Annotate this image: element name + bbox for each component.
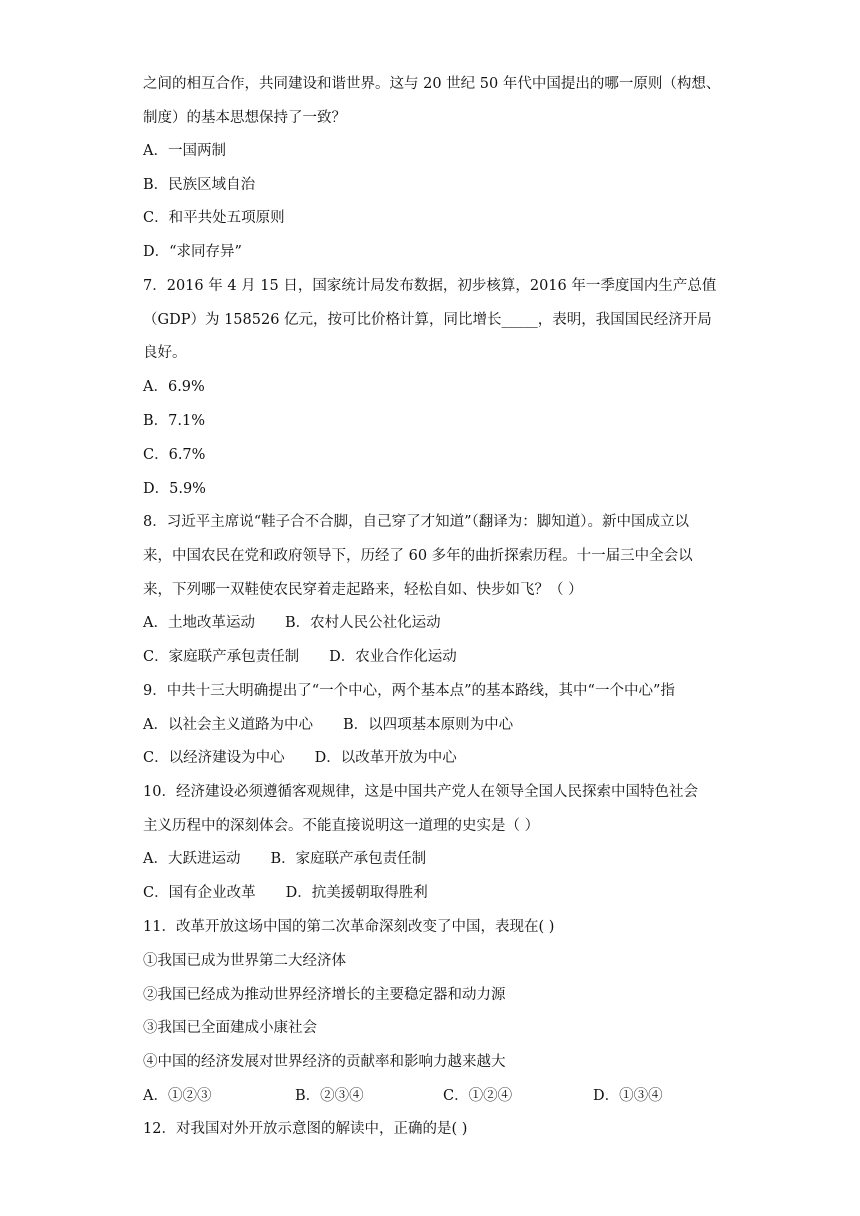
question-9-option-d: D．以改革开放为中心 (314, 750, 457, 766)
question-8-text-line-2: 来，中国农民在党和政府领导下，历经了 60 多年的曲折探索历程。十一届三中全会以 (143, 548, 693, 564)
question-9-text: 9．中共十三大明确提出了“一个中心，两个基本点”的基本路线，其中“一个中心”指 (143, 683, 675, 699)
question-7-text-line-2: （GDP）为 158526 亿元，按可比价格计算，同比增长_____，表明，我国国民经济开局 (143, 312, 712, 328)
question-6-option-c: C．和平共处五项原则 (143, 210, 285, 226)
question-8-text-line-3: 来，下列哪一双鞋使农民穿着走起路来，轻松自如、快步如飞？（ ） (143, 582, 583, 598)
question-6-option-b: B．民族区域自治 (143, 177, 256, 193)
question-10-text-line-1: 10．经济建设必须遵循客观规律，这是中国共产党人在领导全国人民探索中国特色社会 (143, 784, 698, 800)
question-11-item-2: ②我国已经成为推动世界经济增长的主要稳定器和动力源 (143, 987, 506, 1003)
question-7-option-c: C．6.7% (143, 447, 206, 463)
question-11-item-4: ④中国的经济发展对世界经济的贡献率和影响力越来越大 (143, 1054, 506, 1070)
question-8-option-a: A．土地改革运动 (143, 615, 255, 631)
question-8-options-row-1 (143, 613, 441, 633)
question-6-text-line-2: 制度）的基本思想保持了一致？ (143, 110, 346, 126)
question-10-option-c: C．国有企业改革 (143, 885, 256, 901)
question-11-options-row (143, 1086, 703, 1106)
question-10-option-a: A．大跃进运动 (143, 851, 241, 867)
question-12-text: 12．对我国对外开放示意图的解读中，正确的是( ) (143, 1121, 468, 1137)
question-9-options-row-1 (143, 715, 513, 735)
question-6-option-d: D．“求同存异” (143, 244, 242, 260)
question-6-option-a: A．一国两制 (143, 143, 226, 159)
question-8-option-d: D．农业合作化运动 (329, 649, 457, 665)
question-10-options-row-1 (143, 849, 426, 869)
question-11-option-b: B．②③④ (295, 1088, 364, 1104)
question-10-options-row-2 (143, 883, 428, 903)
question-7-text-line-3: 良好。 (143, 345, 187, 361)
question-11-option-c: C．①②④ (443, 1088, 513, 1104)
question-9-options-row-2 (143, 748, 457, 768)
question-8-option-c: C．家庭联产承包责任制 (143, 649, 300, 665)
question-10-text-line-2: 主义历程中的深刻体会。不能直接说明这一道理的史实是（ ） (143, 818, 540, 834)
question-7-option-b: B．7.1% (143, 413, 205, 429)
question-7-option-a: A．6.9% (143, 379, 205, 395)
question-8-options-row-2 (143, 647, 457, 667)
question-8-option-b: B．农村人民公社化运动 (284, 615, 441, 631)
question-11-text: 11．改革开放这场中国的第二次革命深刻改变了中国，表现在( ) (143, 919, 555, 935)
question-7-text-line-1: 7．2016 年 4 月 15 日，国家统计局发布数据，初步核算，2016 年一季度国内生产总值 (143, 278, 717, 294)
question-8-text-line-1: 8．习近平主席说“鞋子合不合脚，自己穿了才知道”（翻译为：脚知道）。新中国成立以 (143, 514, 690, 530)
question-11-option-d: D．①③④ (593, 1088, 663, 1104)
question-9-option-c: C．以经济建设为中心 (143, 750, 285, 766)
question-11-item-1: ①我国已成为世界第二大经济体 (143, 953, 346, 969)
question-10-option-b: B．家庭联产承包责任制 (270, 851, 427, 867)
question-9-option-b: B．以四项基本原则为中心 (342, 717, 514, 733)
question-11-item-3: ③我国已全面建成小康社会 (143, 1020, 317, 1036)
question-10-option-d: D．抗美援朝取得胜利 (285, 885, 428, 901)
question-11-option-a: A．①②③ (143, 1088, 212, 1104)
question-9-option-a: A．以社会主义道路为中心 (143, 717, 313, 733)
question-6-text-line-1: 之间的相互合作，共同建设和谐世界。这与 20 世纪 50 年代中国提出的哪一原则（构想、 (143, 76, 721, 92)
question-7-option-d: D．5.9% (143, 481, 206, 497)
